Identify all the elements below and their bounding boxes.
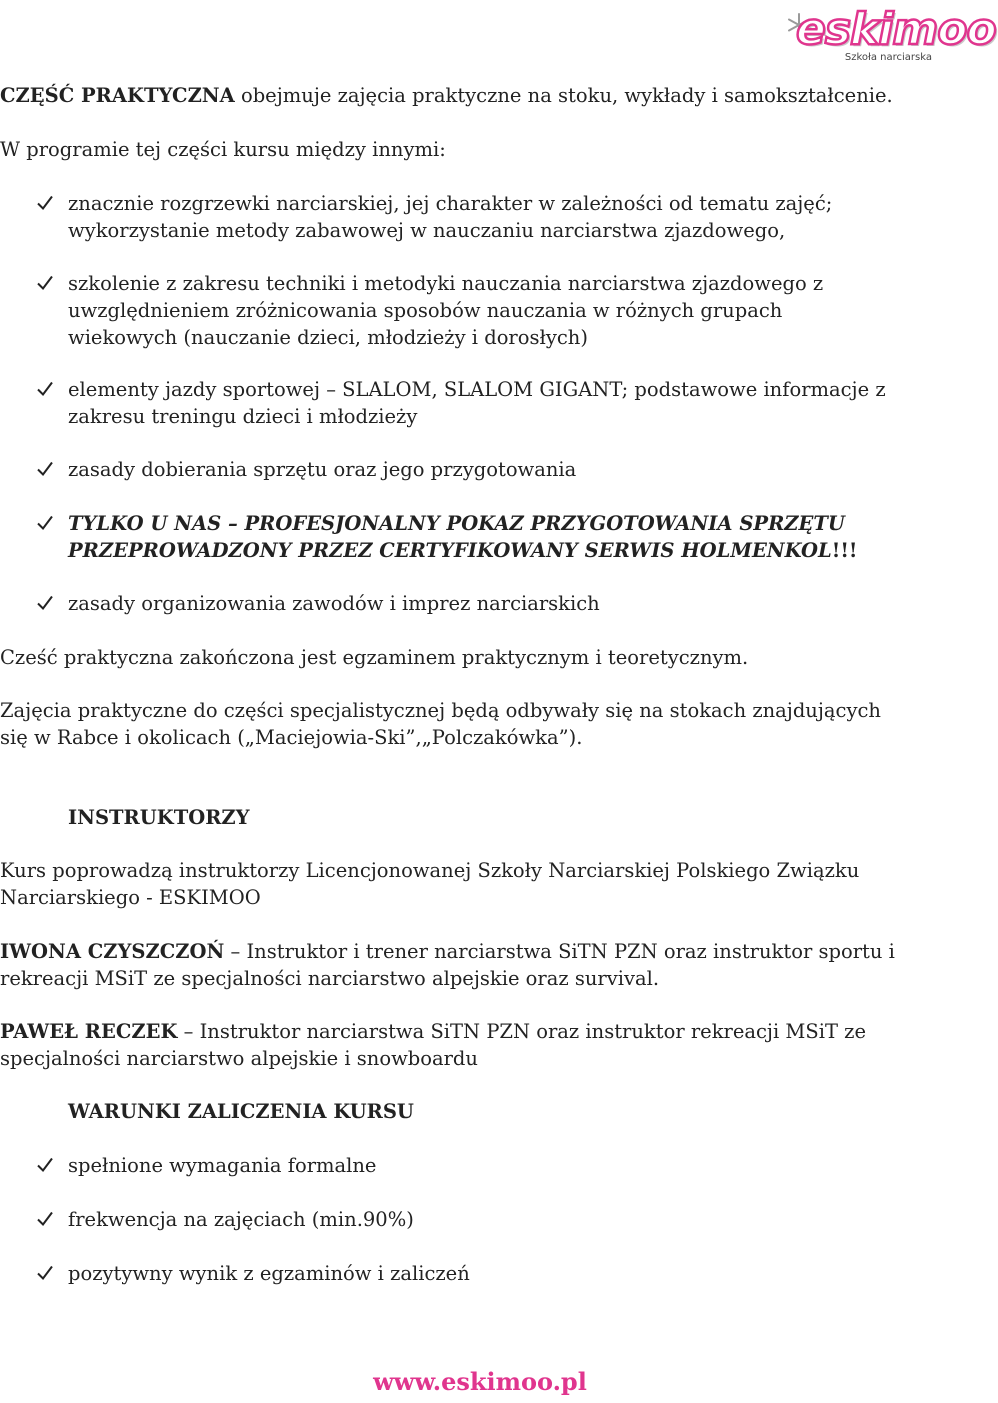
list-item-line: TYLKO U NAS – PROFESJONALNY POKAZ PRZYGOTOWANIA SPRZĘTU [68, 512, 845, 535]
instructor-name: PAWEŁ RECZEK [0, 1020, 178, 1043]
instructor-name: IWONA CZYSZCZOŃ [0, 940, 225, 963]
requirement-item: pozytywny wynik z egzaminów i zaliczeń [68, 1262, 470, 1285]
logo-subtitle: Szkoła narciarska [844, 52, 932, 63]
paragraph-line: Zajęcia praktyczne do części specjalistycznej będą odbywały się na stokach znajdujących [0, 699, 881, 722]
footer-website-link[interactable]: www.eskimoo.pl [373, 1367, 587, 1396]
list-item [68, 376, 888, 430]
instructor-entry [0, 1018, 930, 1072]
list-item-line: wykorzystanie metody zabawowej w nauczaniu narciarstwa zjazdowego, [68, 219, 786, 242]
instructor-desc: – Instruktor i trener narciarstwa SiTN PZN oraz instruktor sportu i [224, 940, 895, 963]
list-item-line: wiekowych (nauczanie dzieci, młodzieży i dorosłych) [68, 326, 588, 349]
list-item: zasady organizowania zawodów i imprez narciarskich [68, 592, 600, 615]
eskimoo-logo [786, 2, 996, 70]
instructor-desc: rekreacji MSiT ze specjalności narciarstwo alpejskie oraz survival. [0, 967, 660, 990]
paragraph-line: Kurs poprowadzą instruktorzy Licencjonowanej Szkoły Narciarskiej Polskiego Związku [0, 859, 860, 882]
checkmark-icon [36, 1152, 58, 1179]
checkmark-icon [36, 1206, 58, 1233]
list-item-highlight [68, 510, 888, 564]
list-item [68, 190, 888, 244]
instructors-heading: INSTRUKTORZY [68, 806, 250, 829]
requirement-item: spełnione wymagania formalne [68, 1154, 377, 1177]
checkmark-icon [36, 510, 58, 537]
exam-paragraph: Cześć praktyczna zakończona jest egzaminem praktycznym i teoretycznym. [0, 646, 749, 669]
checkmark-icon [36, 590, 58, 617]
requirements-heading: WARUNKI ZALICZENIA KURSU [68, 1100, 414, 1123]
paragraph-line: Narciarskiego - ESKIMOO [0, 886, 261, 909]
logo-wordmark: eskimoo [796, 4, 996, 55]
checkmark-icon [36, 190, 58, 217]
list-item-line: PRZEPROWADZONY PRZEZ CERTYFIKOWANY SERWIS HOLMENKOL [68, 539, 832, 562]
location-paragraph [0, 697, 930, 751]
instructor-desc: specjalności narciarstwo alpejskie i snowboardu [0, 1047, 478, 1070]
list-item-line: znacznie rozgrzewki narciarskiej, jej charakter w zależności od tematu zajęć; [68, 192, 833, 215]
exclamation-suffix: !!! [831, 539, 858, 562]
instructor-desc: – Instruktor narciarstwa SiTN PZN oraz instruktor rekreacji MSiT ze [177, 1020, 866, 1043]
requirement-item: frekwencja na zajęciach (min.90%) [68, 1208, 414, 1231]
intro-line-2: W programie tej części kursu między innymi: [0, 138, 446, 161]
list-item-line: elementy jazdy sportowej – SLALOM, SLALOM GIGANT; podstawowe informacje z [68, 378, 886, 401]
list-item [68, 270, 888, 351]
list-item-line: uwzględnieniem zróżnicowania sposobów nauczania w różnych grupach [68, 299, 783, 322]
intro-rest: obejmuje zajęcia praktyczne na stoku, wykłady i samokształcenie. [234, 84, 893, 107]
list-item-line: zakresu treningu dzieci i młodzieży [68, 405, 418, 428]
instructors-intro [0, 857, 930, 911]
checkmark-icon [36, 456, 58, 483]
list-item-line: szkolenie z zakresu techniki i metodyki nauczania narciarstwa zjazdowego z [68, 272, 824, 295]
checkmark-icon [36, 270, 58, 297]
paragraph-line: się w Rabce i okolicach („Maciejowia-Ski”,„Polczakówka”). [0, 726, 583, 749]
intro-line [0, 82, 930, 109]
checkmark-icon [36, 376, 58, 403]
list-item: zasady dobierania sprzętu oraz jego przygotowania [68, 458, 577, 481]
checkmark-icon [36, 1260, 58, 1287]
instructor-entry [0, 938, 930, 992]
intro-strong: CZĘŚĆ PRAKTYCZNA [0, 84, 235, 107]
